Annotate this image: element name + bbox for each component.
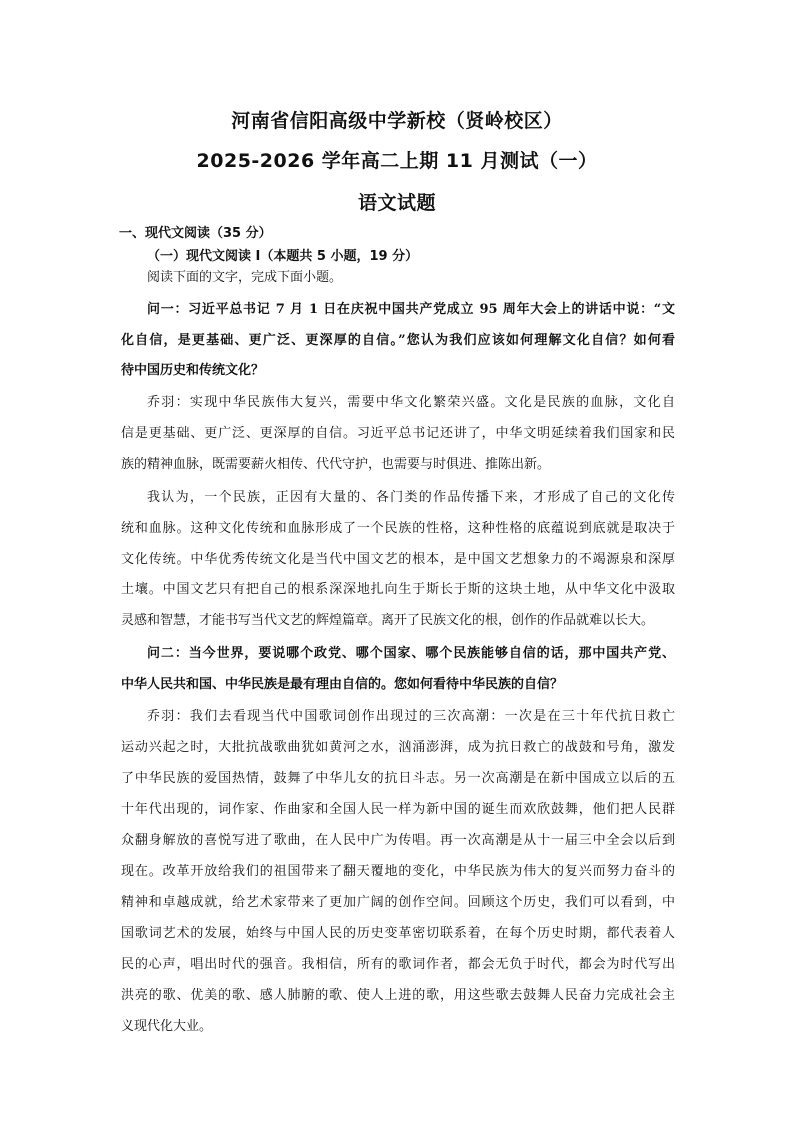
passage-line: 灵感和智慧，才能书写当代文艺的辉煌篇章。离开了民族文化的根，创作的作品就难以长大。 (121, 613, 655, 628)
passage-line: 中华人民共和国、中华民族是最有理由自信的。您如何看待中华民族的自信？ (121, 677, 564, 692)
passage-line: 众翻身解放的喜悦写进了歌曲，在人民中广为传唱。再一次高潮是从十一届三中全会以后到 (121, 833, 675, 847)
passage-line: 待中国历史和传统文化？ (121, 363, 265, 378)
instruction-text: 阅读下面的文字，完成下面小题。 (147, 270, 343, 285)
passage-line: 我认为，一个民族，正因有大量的、各门类的作品传播下来，才形成了自己的文化传 (147, 490, 675, 504)
passage-line: 运动兴起之时，大批抗战歌曲犹如黄河之水，汹涌澎湃，成为抗日救亡的战鼓和号角，激发 (121, 740, 675, 754)
passage-line: 问二：当今世界，要说哪个政党、哪个国家、哪个民族能够自信的话，那中国共产党、 (147, 646, 675, 660)
passage-line: 族的精神血脉，既需要薪火相传、代代守护，也需要与时俱进、推陈出新。 (121, 457, 551, 472)
passage-line: 乔羽：实现中华民族伟大复兴，需要中华文化繁荣兴盛。文化是民族的血脉，文化自 (147, 395, 675, 409)
passage-line: 土壤。中国文艺只有把自己的根系深深地扎向生于斯长于斯的这块土地，从中华文化中汲取 (121, 582, 675, 596)
exam-title: 2025-2026 学年高二上期 11 月测试（一） (196, 150, 598, 172)
passage-line: 信是更基础、更广泛、更深厚的自信。习近平总书记还讲了，中华文明延续着我们国家和民 (121, 426, 675, 440)
passage-line: 化自信，是更基础、更广泛、更深厚的自信。”您认为我们应该如何理解文化自信？如何看 (121, 333, 675, 347)
school-title: 河南省信阳高级中学新校（贤岭校区） (231, 110, 563, 132)
passage-line: 十年代出现的，词作家、作曲家和全国人民一样为新中国的诞生而欢欣鼓舞，他们把人民群 (121, 802, 675, 816)
subject-title: 语文试题 (357, 192, 436, 214)
passage-line: 了中华民族的爱国热情，鼓舞了中华儿女的抗日斗志。另一次高潮是在新中国成立以后的五 (121, 771, 675, 785)
passage-line: 乔羽：我们去看现当代中国歌词创作出现过的三次高潮：一次是在三十年代抗日救亡 (147, 709, 675, 723)
passage-line: 洪亮的歌、优美的歌、感人肺腑的歌、使人上进的歌，用这些歌去鼓舞人民奋力完成社会主 (121, 988, 675, 1002)
passage-line: 现在。改革开放给我们的祖国带来了翻天覆地的变化，中华民族为伟大的复兴而努力奋斗的 (121, 864, 675, 878)
passage-line: 统和血脉。这种文化传统和血脉形成了一个民族的性格，这种性格的底蕴说到底就是取决于 (121, 521, 675, 535)
section-heading: 一、现代文阅读（35 分） (119, 226, 272, 241)
passage-line: 民的心声，唱出时代的强音。我相信，所有的歌词作者，都会无负于时代，都会为时代写出 (121, 957, 675, 971)
passage-line: 文化传统。中华优秀传统文化是当代中国文艺的根本，是中国文艺想象力的不竭源泉和深厚 (121, 552, 675, 566)
passage-line: 问一：习近平总书记 7 月 1 日在庆祝中国共产党成立 95 周年大会上的讲话中说：“文 (147, 302, 675, 316)
section-subheading: （一）现代文阅读 I（本题共 5 小题，19 分） (147, 249, 419, 264)
passage-line: 义现代化大业。 (121, 1019, 213, 1034)
passage-line: 精神和卓越成就，给艺术家带来了更加广阔的创作空间。回顾这个历史，我们可以看到，中 (121, 895, 675, 909)
passage-line: 国歌词艺术的发展，始终与中国人民的历史变革密切联系着，在每个历史时期，都代表着人 (121, 926, 675, 940)
